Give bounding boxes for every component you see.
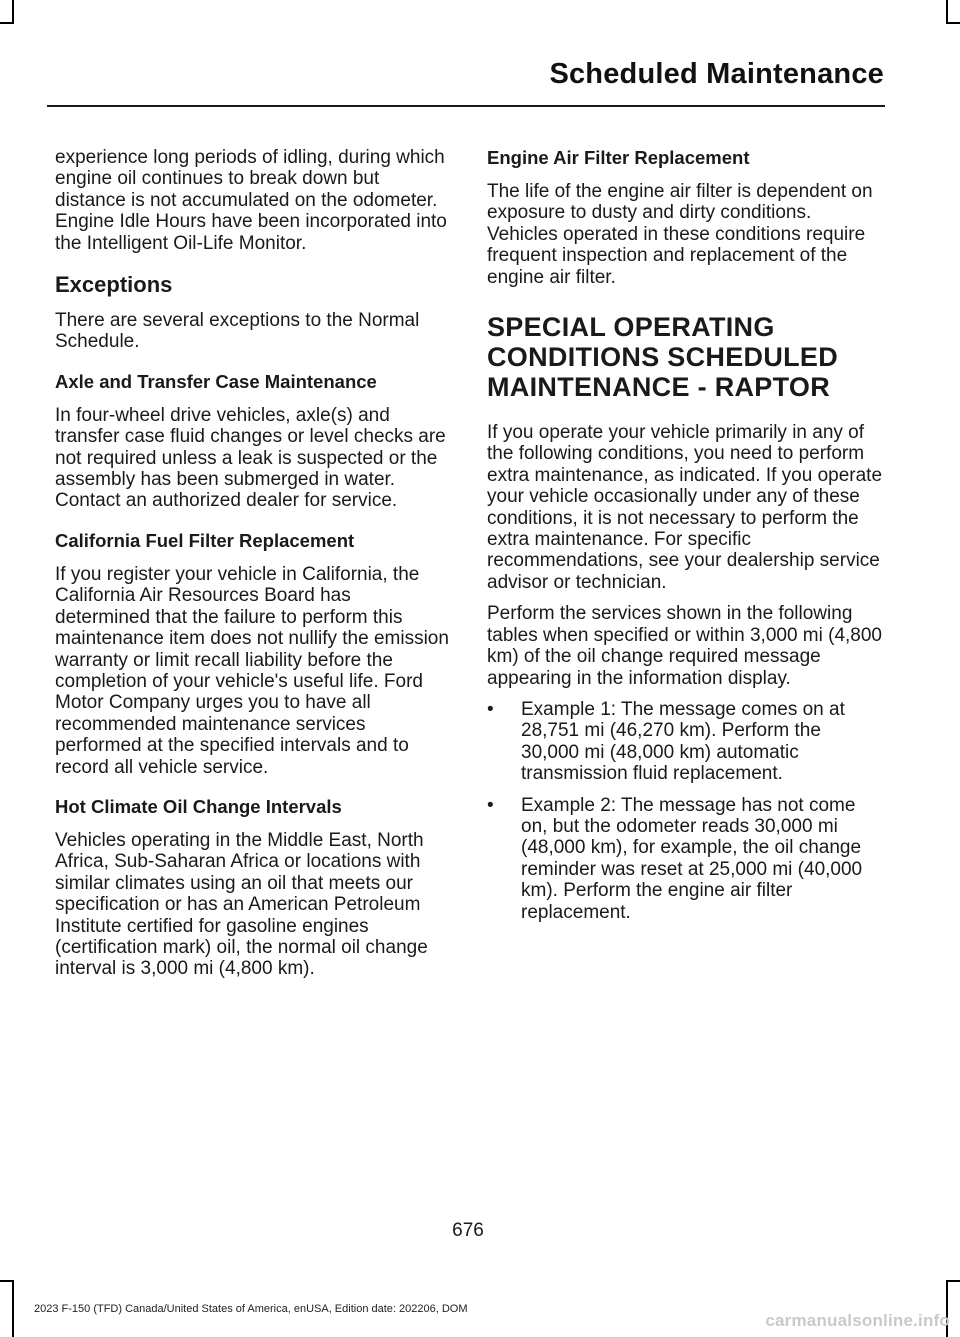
- section-perform-paragraph: Perform the services shown in the following tables when specified or within 3,000 mi (4,800 km) of the oil change required message appearing in the information display.: [487, 603, 883, 689]
- section-title-line-2: CONDITIONS SCHEDULED: [487, 342, 839, 373]
- air-filter-paragraph: The life of the engine air filter is dependent on exposure to dusty and dirty conditions. Vehicles operated in these conditions require frequent inspection and replacement of the engine air filter.: [487, 181, 873, 288]
- list-item-text: Example 1: The message comes on at 28,751 mi (46,270 km). Perform the 30,000 mi (48,000 km) automatic transmission fluid replacement.: [521, 698, 845, 785]
- crop-mark-bottom-left-vertical: [12, 1280, 14, 1337]
- exceptions-heading: Exceptions: [55, 272, 173, 298]
- watermark: carmanualsonline.info: [765, 1311, 950, 1330]
- crop-mark-top-left-vertical: [12, 0, 14, 22]
- list-item: [487, 795, 883, 923]
- intro-paragraph: experience long periods of idling, during which engine oil continues to break down but distance is not accumulated on the odometer. Engine Idle Hours have been incorporated into the Intelligent Oil-Life Monitor.: [55, 147, 447, 254]
- page-number: 676: [452, 1220, 484, 1241]
- exceptions-paragraph: There are several exceptions to the Normal Schedule.: [55, 310, 420, 353]
- list-item-text: Example 2: The message has not come on, but the odometer reads 30,000 mi (48,000 km), for example, the oil change reminder was reset at 25,000 mi (40,000 km). Perform the engine air filter replacement.: [521, 794, 863, 923]
- crop-mark-bottom-left-horizontal: [0, 1280, 14, 1282]
- section-title-line-1: SPECIAL OPERATING: [487, 312, 775, 343]
- crop-mark-top-left-horizontal: [0, 22, 14, 24]
- header-divider: [47, 105, 885, 107]
- crop-mark-bottom-right-horizontal: [946, 1280, 960, 1282]
- crop-mark-top-right-vertical: [946, 0, 948, 22]
- left-column: [55, 147, 449, 990]
- edition-footer: 2023 F-150 (TFD) Canada/United States of America, enUSA, Edition date: 202206, DOM: [34, 1303, 468, 1315]
- crop-mark-top-right-horizontal: [946, 22, 960, 24]
- air-filter-heading: Engine Air Filter Replacement: [487, 147, 750, 168]
- bullet-icon: •: [487, 794, 494, 816]
- fuel-filter-paragraph: If you register your vehicle in California, the California Air Resources Board has determined that the failure to perform this maintenance item does not nullify the emission warranty or limit recall liability before the completion of your vehicle's useful life. Ford Motor Company urges you to have all recommended maintenance services performed at the specified intervals and to record all vehicle service.: [55, 563, 449, 778]
- fuel-filter-heading: California Fuel Filter Replacement: [55, 529, 355, 551]
- list-item: [487, 699, 883, 785]
- bullet-icon: •: [487, 698, 494, 720]
- axle-heading: Axle and Transfer Case Maintenance: [55, 370, 377, 392]
- right-column: [487, 147, 883, 933]
- section-intro-paragraph: If you operate your vehicle primarily in any of the following conditions, you need to perform extra maintenance, as indicated. If you operate your vehicle occasionally under any of these conditions, it is not necessary to perform the extra maintenance. For specific recommendations, see your dealership service advisor or technician.: [487, 422, 883, 593]
- section-title: [487, 312, 883, 402]
- hot-climate-heading: Hot Climate Oil Change Intervals: [55, 795, 342, 817]
- section-title-line-3: MAINTENANCE - RAPTOR: [487, 372, 830, 403]
- page-title: Scheduled Maintenance: [549, 58, 884, 90]
- axle-paragraph: In four-wheel drive vehicles, axle(s) and transfer case fluid changes or level checks are not required unless a leak is suspected or the assembly has been submerged in water. Contact an authorized dealer for service.: [55, 404, 446, 512]
- hot-climate-paragraph: Vehicles operating in the Middle East, North Africa, Sub-Saharan Africa or locations with similar climates using an oil that meets our specification or has an American Petroleum Institute certified for gasoline engines (certification mark) oil, the normal oil change interval is 3,000 mi (4,800 km).: [55, 829, 428, 980]
